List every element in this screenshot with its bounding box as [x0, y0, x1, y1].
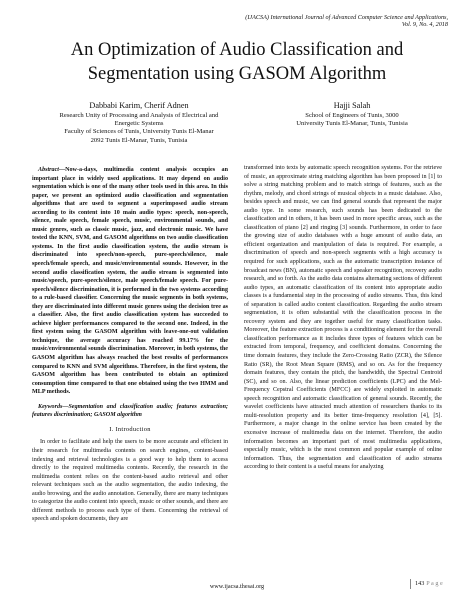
author-affiliation-line: 2092 Tunis El-Manar, Tunis, Tunisia [90, 136, 188, 144]
author-affiliation-line: Energetic Systems [114, 120, 164, 128]
journal-name: (IJACSA) International Journal of Advanced Computer Science and Applications, [245, 14, 448, 21]
author-name: Dabbabi Karim, Cherif Adnen [89, 101, 189, 110]
author-affiliation-line: School of Engineers of Tunis, 3000 [305, 112, 399, 119]
footer-page-number [410, 579, 443, 589]
page-number: 143 [415, 580, 425, 587]
abstract-text: —Now-a-days, multimedia content analysis occupies an important place in widely used applications. It may depend on audio segmentation which is one of the many other tools used in this area. In this paper, we present an optimized audio classification and segmentation algorithms that are used to segment a superimposed audio stream according to its content into 10 main audio types: speech, non-speech, silence, male speech, female speech, music, environmental sounds, and music genres, such as classic music, jazz, and electronic music. We have tested the KNN, SVM, and GASOM algorithms on two audio classification systems. In the first audio classification system, the audio stream is discriminated into speech/non-speech, pure-speech/silence, male speech/female speech, and music/environmental sounds. However, in the second audio classification system, the audio stream is segmented into music/speech, pure-speech/silence, male speech/female speech. For pure-speech/silence discrimination, it is performed in the two systems according to a rule-based classifier. Concerning the music segments in both systems, they are discriminated into different music genres using the decision tree as a classifier. Also, the first audio classification system has succeeded to achieve higher performances compared to the second one. Indeed, in the first system using the GASOM algorithm with leave-one-out validation technique, the average accuracy has reached 99.17% for the music/environmental sounds discrimination. Moreover, in both systems, the GASOM algorithm has always reached the best results of performances compared to KNN and SVM algorithms. Therefore, in the first system, the GASOM algorithm has been contributed to obtain an optimized consumption time compared to that one obtained using the two HMM and MLP methods. [32, 167, 228, 396]
author-affiliation-line: Research Unity of Processing and Analysis of Electrical and [59, 112, 219, 119]
author-affiliation-line: University Tunis El-Manar, Tunis, Tunisia [296, 120, 408, 128]
journal-header [148, 14, 448, 29]
abstract-lead: Abstract [38, 167, 59, 173]
introduction-paragraph: In order to facilitate and help the users to be more accurate and efficient in their research for multimedia contents on search engines, content-based indexing and retrieval technologies is a good way to help them to access directly to the required multimedia contents. Recently, the research in the multimedia content relies on the content-based audio retrieval and other relevant techniques such as the audio segmentation, the audio indexing, the audio browsing, and the audio annotation. Generally, there are many techniques to categorize the audio content into speech, music or other sounds, and there are different methods to process each type of them. Concerning the retrieval of speech and spoken documents, they are [32, 439, 228, 523]
keywords: Keywords—Segmentation and classification audio; features extraction; features discrimination; GASOM algorithm [32, 403, 228, 419]
footer-url-link[interactable]: www.ijacsa.thesai.org [209, 583, 265, 590]
body-paragraph: transformed into texts by automatic speech recognition systems. For the retrieve of music, an approximate string matching algorithm has been proposed in [1] to solve a string matching problem and to match strings of features, such as the rhythm, melody, and chord strings of musical objects in a music database. Also, besides speech and music, we can find general sounds that represent the major audio type. In some research, such sounds has been dedicated to the classification and in others, it has been used in more specific areas, such as the classification of piano [2] and ringing [3] sounds. Furthermore, in order to face the growing size of audio databases with a huge amount of audio data, an efficient organization and manipulation of data is required. For example, a discrimination of speech and non-speech segments with a high accuracy is required for such applications, such as the automatic transcription instance of broadcast news (BN), automatic speech and speaker recognition, recovery audio research, and so forth. As the audio data contains alternating sections of different audio types, an automatic classification of its content into appropriate audio classes is a fundamental step in the processing of audio streams. Thus, this kind of separation is called audio content classification. Regarding the audio stream segmentation, it is often substantial with the classification process in the recovery system and they are together useful for many classification tasks. Moreover, the feature extraction process is a conditioning element for the overall classification performance as it includes three types of features which can be extracted from temporal, frequency, and coefficient domains. Concerning the time domain features, they include the Zero-Crossing Ratio (ZCR), the Silence Ratio (SR), the Root Mean Square (RMS), and so on. As for the frequency domain features, they contain the pitch, the bandwidth, the Spectral Centroid (SC), and so on. Also, the linear prediction coefficients (LPC) and the Mel-Frequency Cepstral Coefficients (MFCC) are widely exploited in automatic speech recognition and automatic classification of general sounds. Recently, the wavelet coefficients have attracted much attention of researchers thanks to its multi-resolution property and its better time-frequency resolution [4], [5]. Furthermore, a major change in the online service has been created by the excessive increase of multimedia data on the internet. Therefore, the audio information becomes an important part of most multimedia applications, especially music, which is the most common and popular example of online information. Thus, the segmentation and classification of audio streams according to their content is a useful means for analyzing [244, 165, 442, 471]
right-column [244, 164, 442, 472]
paper-title-line-2: Segmentation using GASOM Algorithm [87, 64, 387, 84]
abstract [32, 166, 228, 397]
author-name: Hajji Salah [333, 101, 371, 110]
left-column [32, 166, 228, 524]
paper-title [30, 38, 444, 86]
section-heading-introduction: I. Introduction [109, 425, 151, 433]
author-affiliation-line: Faculty of Sciences of Tunis, University Tunis El-Manar [64, 128, 214, 136]
author-block-1 [34, 101, 244, 145]
paper-title-line-1: An Optimization of Audio Classification and [70, 40, 404, 60]
author-block-2 [262, 101, 442, 128]
page-label: P a g e [426, 580, 443, 587]
journal-volume: Vol. 9, No. 4, 2018 [401, 21, 448, 29]
